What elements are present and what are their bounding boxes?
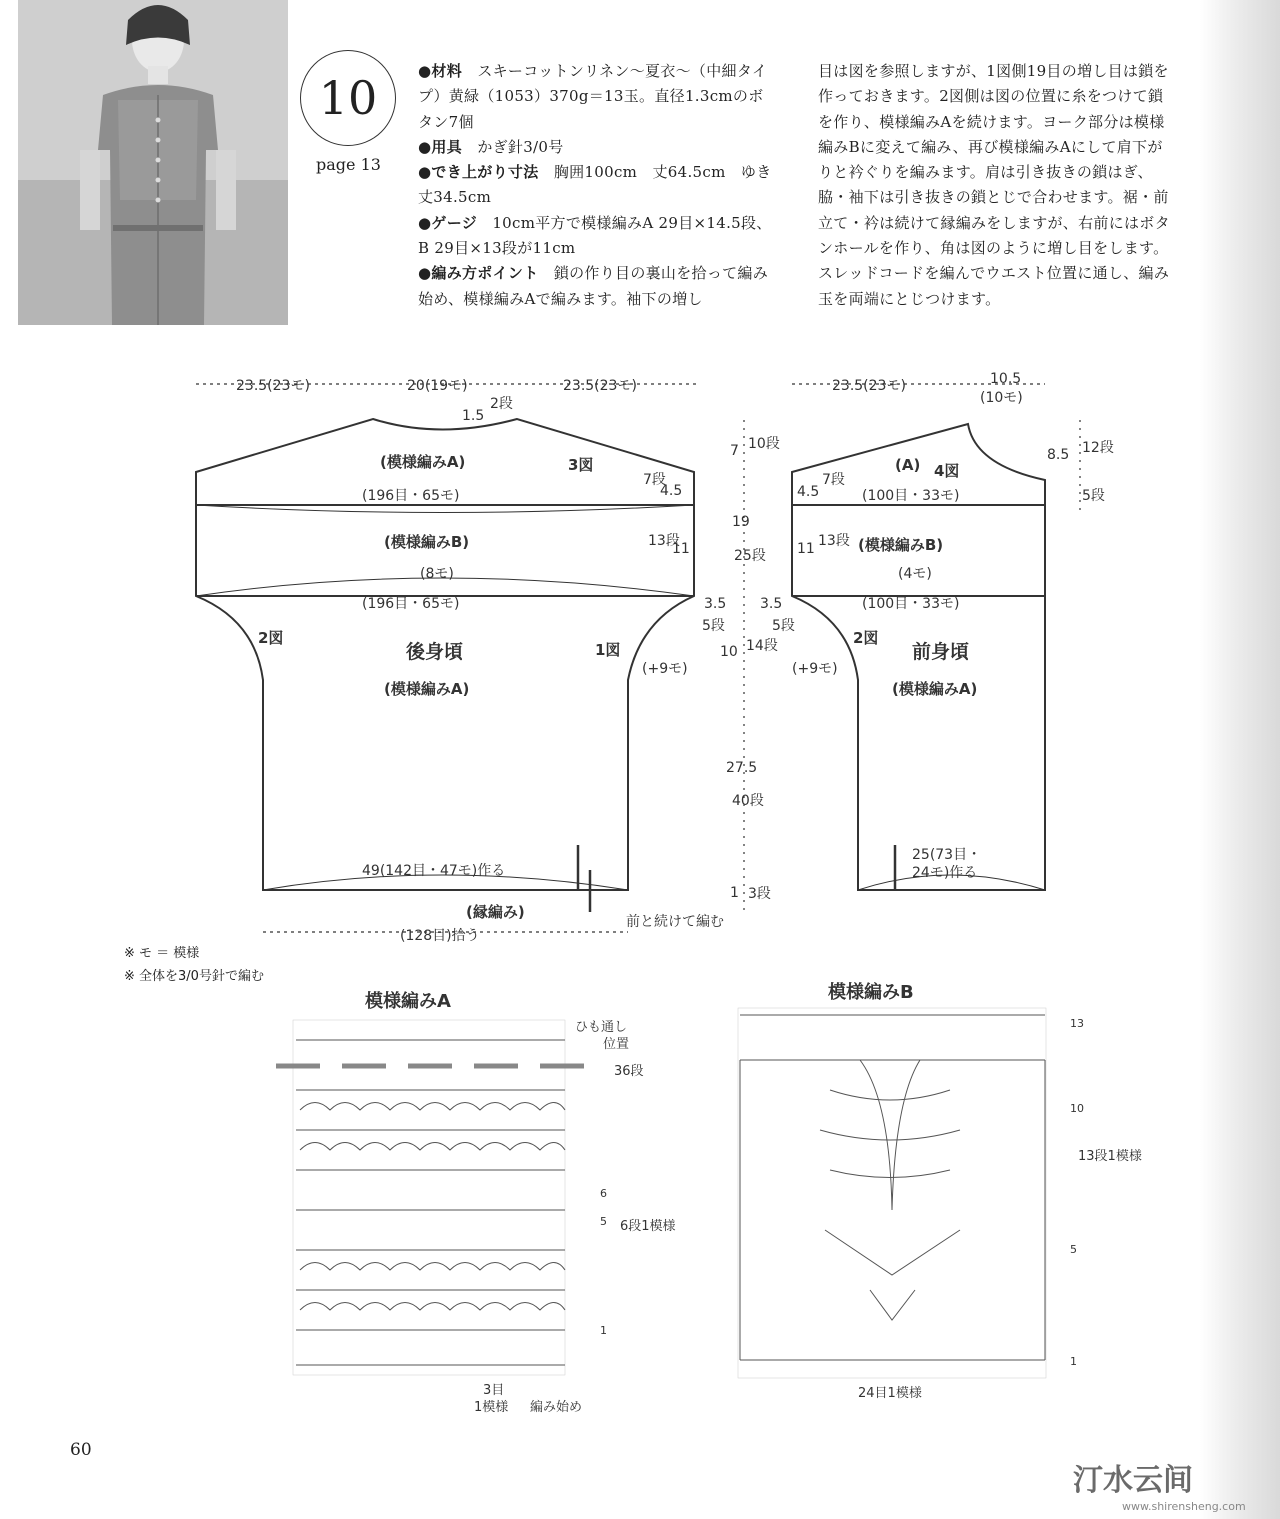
chart-a: [276, 990, 676, 1415]
back-yoke-rows: 13段: [648, 533, 680, 549]
back-dim-top-right: 23.5(23モ): [563, 378, 637, 394]
chart-b-title: 模様編みB: [828, 982, 914, 1003]
pattern-number: 10: [300, 50, 396, 146]
chart-a-row-5: 5: [600, 1215, 607, 1228]
chart-a-row-6: 6: [600, 1187, 607, 1200]
page-number: 60: [70, 1440, 92, 1460]
front-neck-height: 8.5: [1047, 447, 1070, 463]
side-top-rows: 10段: [748, 436, 780, 452]
watermark-text: 汀水云间: [1073, 1463, 1193, 1498]
tools: ●用具 かぎ針3/0号: [418, 137, 564, 156]
front-pattern-a-body: (模様編みA): [892, 680, 978, 698]
front-neck-rows-b: 5段: [1082, 488, 1105, 504]
back-neck-depth: 1.5: [462, 408, 485, 424]
back-fig3: 3図: [568, 456, 594, 474]
front-fig2: 2図: [853, 629, 879, 647]
side-hem-rows: 3段: [748, 886, 771, 902]
note-mo: ※ モ ＝ 模様: [124, 946, 200, 961]
knitting-points: ●編み方ポイント 鎖の作り目の裏山を拾って編み始め、模様編みAで編みます。袖下の増し: [418, 264, 769, 308]
front-yoke-width: (4モ): [898, 566, 932, 582]
back-hem-width: 49(142目・47モ)作る: [362, 863, 506, 879]
side-armhole-rows: 14段: [746, 638, 778, 654]
back-yoke-height: 11: [672, 541, 690, 557]
front-dim-top: 23.5(23モ): [832, 378, 906, 394]
side-hem-height: 1: [730, 885, 739, 901]
back-dim-top-left: 23.5(23モ): [236, 378, 310, 394]
front-pattern-b: (模様編みB): [858, 536, 944, 554]
chart-a-stitch-repeat: 3目: [483, 1383, 505, 1398]
chart-a-stitch-repeat-2: 1模様: [474, 1400, 509, 1415]
instructions-column-2: 目は図を参照しますが、1図側19目の増し目は鎖を作っておきます。2図側は図の位置に糸をつけて鎖を作り、模様編みAを続けます。ヨーク部分は模様編みBに変えて編み、再び模様編みAにして肩下がりと衿ぐりを編みます。肩は引き抜きの鎖はぎ、脇・袖下は引き抜きの鎖とじで合わせます。裾・前立て・衿は続けて縁編みをしますが、右前にはボタンホールを作り、角は図のように増し目をします。スレッドコードを編んでウエスト位置に通し、編み玉を両端にとじつけます。: [818, 62, 1170, 308]
chart-a-start: 編み始め: [530, 1400, 583, 1415]
back-shoulder-depth: 4.5: [660, 483, 683, 499]
watermark-url: www.shirensheng.com: [1122, 1500, 1246, 1513]
back-fig1: 1図: [595, 641, 621, 659]
side-body-rows: 40段: [732, 793, 764, 809]
chart-a-title: 模様編みA: [365, 991, 451, 1012]
side-yoke-height: 19: [732, 514, 750, 530]
back-increase: (+9モ): [642, 661, 688, 677]
chart-b: [738, 981, 1142, 1401]
front-dim-neck: 10.5: [990, 371, 1022, 387]
front-shoulder-depth: 4.5: [797, 484, 820, 500]
chart-a-cord-rows: 36段: [614, 1064, 644, 1079]
back-upper-width: (196目・65モ): [362, 488, 460, 504]
front-yoke-rows: 13段: [818, 533, 850, 549]
side-yoke-rows: 25段: [734, 548, 766, 564]
back-neck-rows: 2段: [490, 396, 513, 412]
chart-b-row-10: 10: [1070, 1102, 1084, 1115]
front-yoke-height: 11: [797, 541, 815, 557]
front-pattern-a-top: (A): [895, 456, 921, 474]
side-top-height: 7: [730, 443, 739, 459]
front-fig4: 4図: [934, 462, 960, 480]
back-pattern-a-body: (模様編みA): [384, 680, 470, 698]
chart-b-repeat-rows: 13段1模様: [1078, 1149, 1142, 1164]
back-pickup: (128目)拾う: [400, 928, 480, 944]
chart-a-repeat-rows: 6段1模様: [620, 1219, 676, 1234]
back-pattern-a-top: (模様編みA): [380, 453, 466, 471]
front-hem-width-a: 25(73目・: [912, 847, 982, 863]
note-needle: ※ 全体を3/0号針で編む: [124, 969, 264, 984]
chart-b-row-1: 1: [1070, 1355, 1077, 1368]
front-neck-rows-a: 12段: [1082, 440, 1114, 456]
front-upper-width: (100目・33モ): [862, 488, 960, 504]
chart-b-stitch-repeat: 24目1模様: [858, 1386, 922, 1401]
front-hem-width-b: 24モ)作る: [912, 865, 978, 881]
back-yoke-width: (8モ): [420, 566, 454, 582]
back-title: 後身頃: [406, 641, 464, 663]
side-body-height: 27.5: [726, 760, 758, 776]
materials: ●材料 スキーコットンリネン～夏衣～（中細タイプ）黄緑（1053）370g＝13玉。直径1.3cmのボタン7個: [418, 62, 768, 131]
front-increase: (+9モ): [792, 661, 838, 677]
side-armhole-height: 10: [720, 644, 738, 660]
chart-a-cord-label-1: ひも通し: [575, 1020, 628, 1035]
front-dim-neck-count: (10モ): [980, 390, 1023, 406]
back-shoulder-rows: 7段: [643, 472, 666, 488]
back-fig2: 2図: [258, 629, 284, 647]
chart-b-row-13: 13: [1070, 1017, 1084, 1030]
front-sleeve-h: 3.5: [760, 596, 783, 612]
back-dim-top-mid: 20(19モ): [407, 378, 468, 394]
back-lower-width: (196目・65モ): [362, 596, 460, 612]
front-title: 前身頃: [912, 641, 970, 663]
front-lower-width: (100目・33モ): [862, 596, 960, 612]
chart-a-row-1: 1: [600, 1324, 607, 1337]
page-reference: page 13: [316, 155, 381, 174]
chart-b-row-5: 5: [1070, 1243, 1077, 1256]
back-pattern-b: (模様編みB): [384, 533, 470, 551]
back-edging: (縁編み): [466, 903, 525, 921]
back-continue-note: 前と続けて編む: [626, 914, 724, 930]
chart-a-cord-label-2: 位置: [603, 1037, 630, 1052]
finished-size: ●でき上がり寸法 胸囲100cm 丈64.5cm ゆき丈34.5cm: [418, 163, 772, 207]
back-sleeve-rows: 5段: [702, 618, 725, 634]
front-shoulder-rows: 7段: [822, 472, 845, 488]
back-sleeve-h: 3.5: [704, 596, 727, 612]
front-sleeve-rows: 5段: [772, 618, 795, 634]
gauge: ●ゲージ 10cm平方で模様編みA 29目×14.5段、B 29目×13段が11cm: [418, 213, 772, 258]
